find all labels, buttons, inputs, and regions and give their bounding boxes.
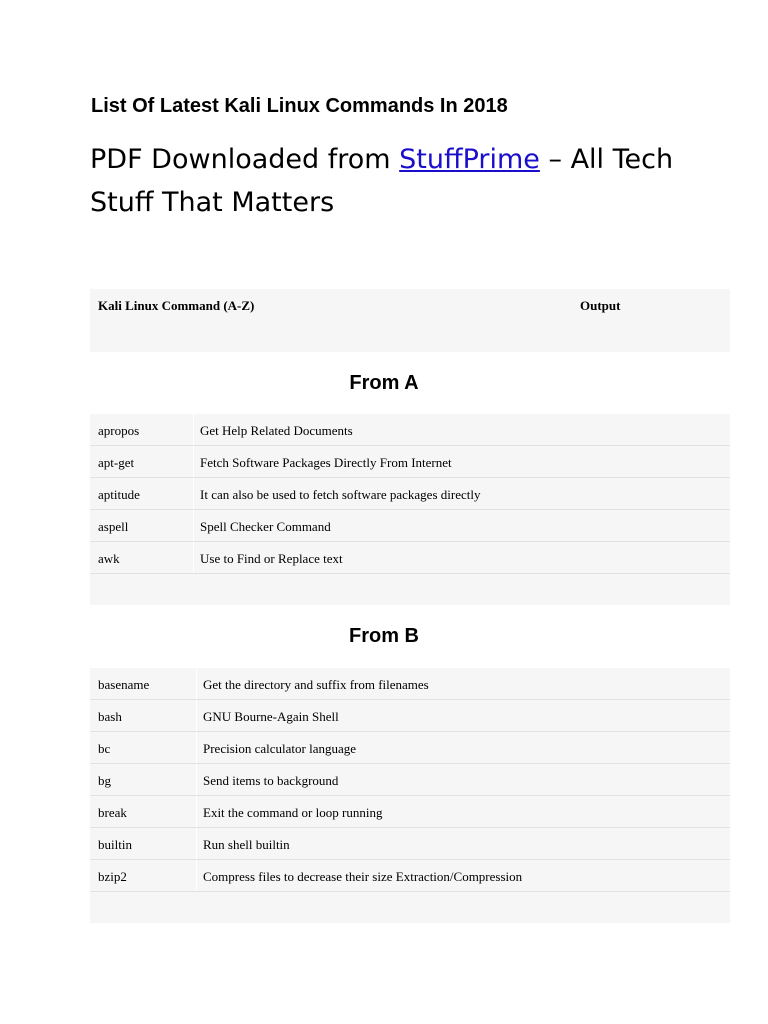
table-row [90,828,730,860]
output-cell: Spell Checker Command [200,519,331,534]
command-column-header: Kali Linux Command (A-Z) [98,298,255,313]
output-cell: Send items to background [203,773,339,788]
table-row [90,668,730,700]
table-row [90,446,730,478]
table-row [90,732,730,764]
subtitle-suffix: – All Tech Stuff That Matters [90,144,674,218]
output-cell: Get Help Related Documents [200,423,353,438]
table-row [90,542,730,574]
output-cell: GNU Bourne-Again Shell [203,709,339,724]
command-cell: bzip2 [98,869,127,884]
output-cell: Get the directory and suffix from filenames [203,677,429,692]
command-cell: awk [98,551,120,566]
output-cell: Precision calculator language [203,741,357,756]
source-subtitle [90,138,730,224]
command-cell: bash [98,709,122,724]
stuffprime-link[interactable]: StuffPrime [399,144,540,175]
command-cell: apropos [98,423,140,438]
command-cell: break [98,805,127,820]
output-cell: Fetch Software Packages Directly From Internet [200,455,452,470]
commands-table-a [90,414,730,605]
output-cell: Compress files to decrease their size Extraction/Compression [203,869,523,884]
output-column-header: Output [580,298,621,313]
table-row [90,700,730,732]
table-row [90,764,730,796]
page-heading: List Of Latest Kali Linux Commands In 2018 [91,95,508,117]
table-row [90,860,730,892]
table-header [90,289,730,352]
commands-table-b [90,668,730,923]
section-title-a: From A [349,372,419,394]
command-cell: aptitude [98,487,140,502]
command-cell: bg [98,773,111,788]
output-cell: It can also be used to fetch software packages directly [200,487,481,502]
table-row [90,510,730,542]
command-cell: builtin [98,837,132,852]
output-cell: Exit the command or loop running [203,805,383,820]
table-row [90,414,730,446]
command-cell: apt-get [98,455,135,470]
output-cell: Use to Find or Replace text [200,551,343,566]
subtitle-prefix: PDF Downloaded from [90,144,400,175]
output-cell: Run shell builtin [203,837,290,852]
section-title-b: From B [349,625,419,647]
table-row [90,478,730,510]
command-cell: bc [98,741,111,756]
table-row [90,796,730,828]
command-cell: aspell [98,519,129,534]
command-cell: basename [98,677,150,692]
